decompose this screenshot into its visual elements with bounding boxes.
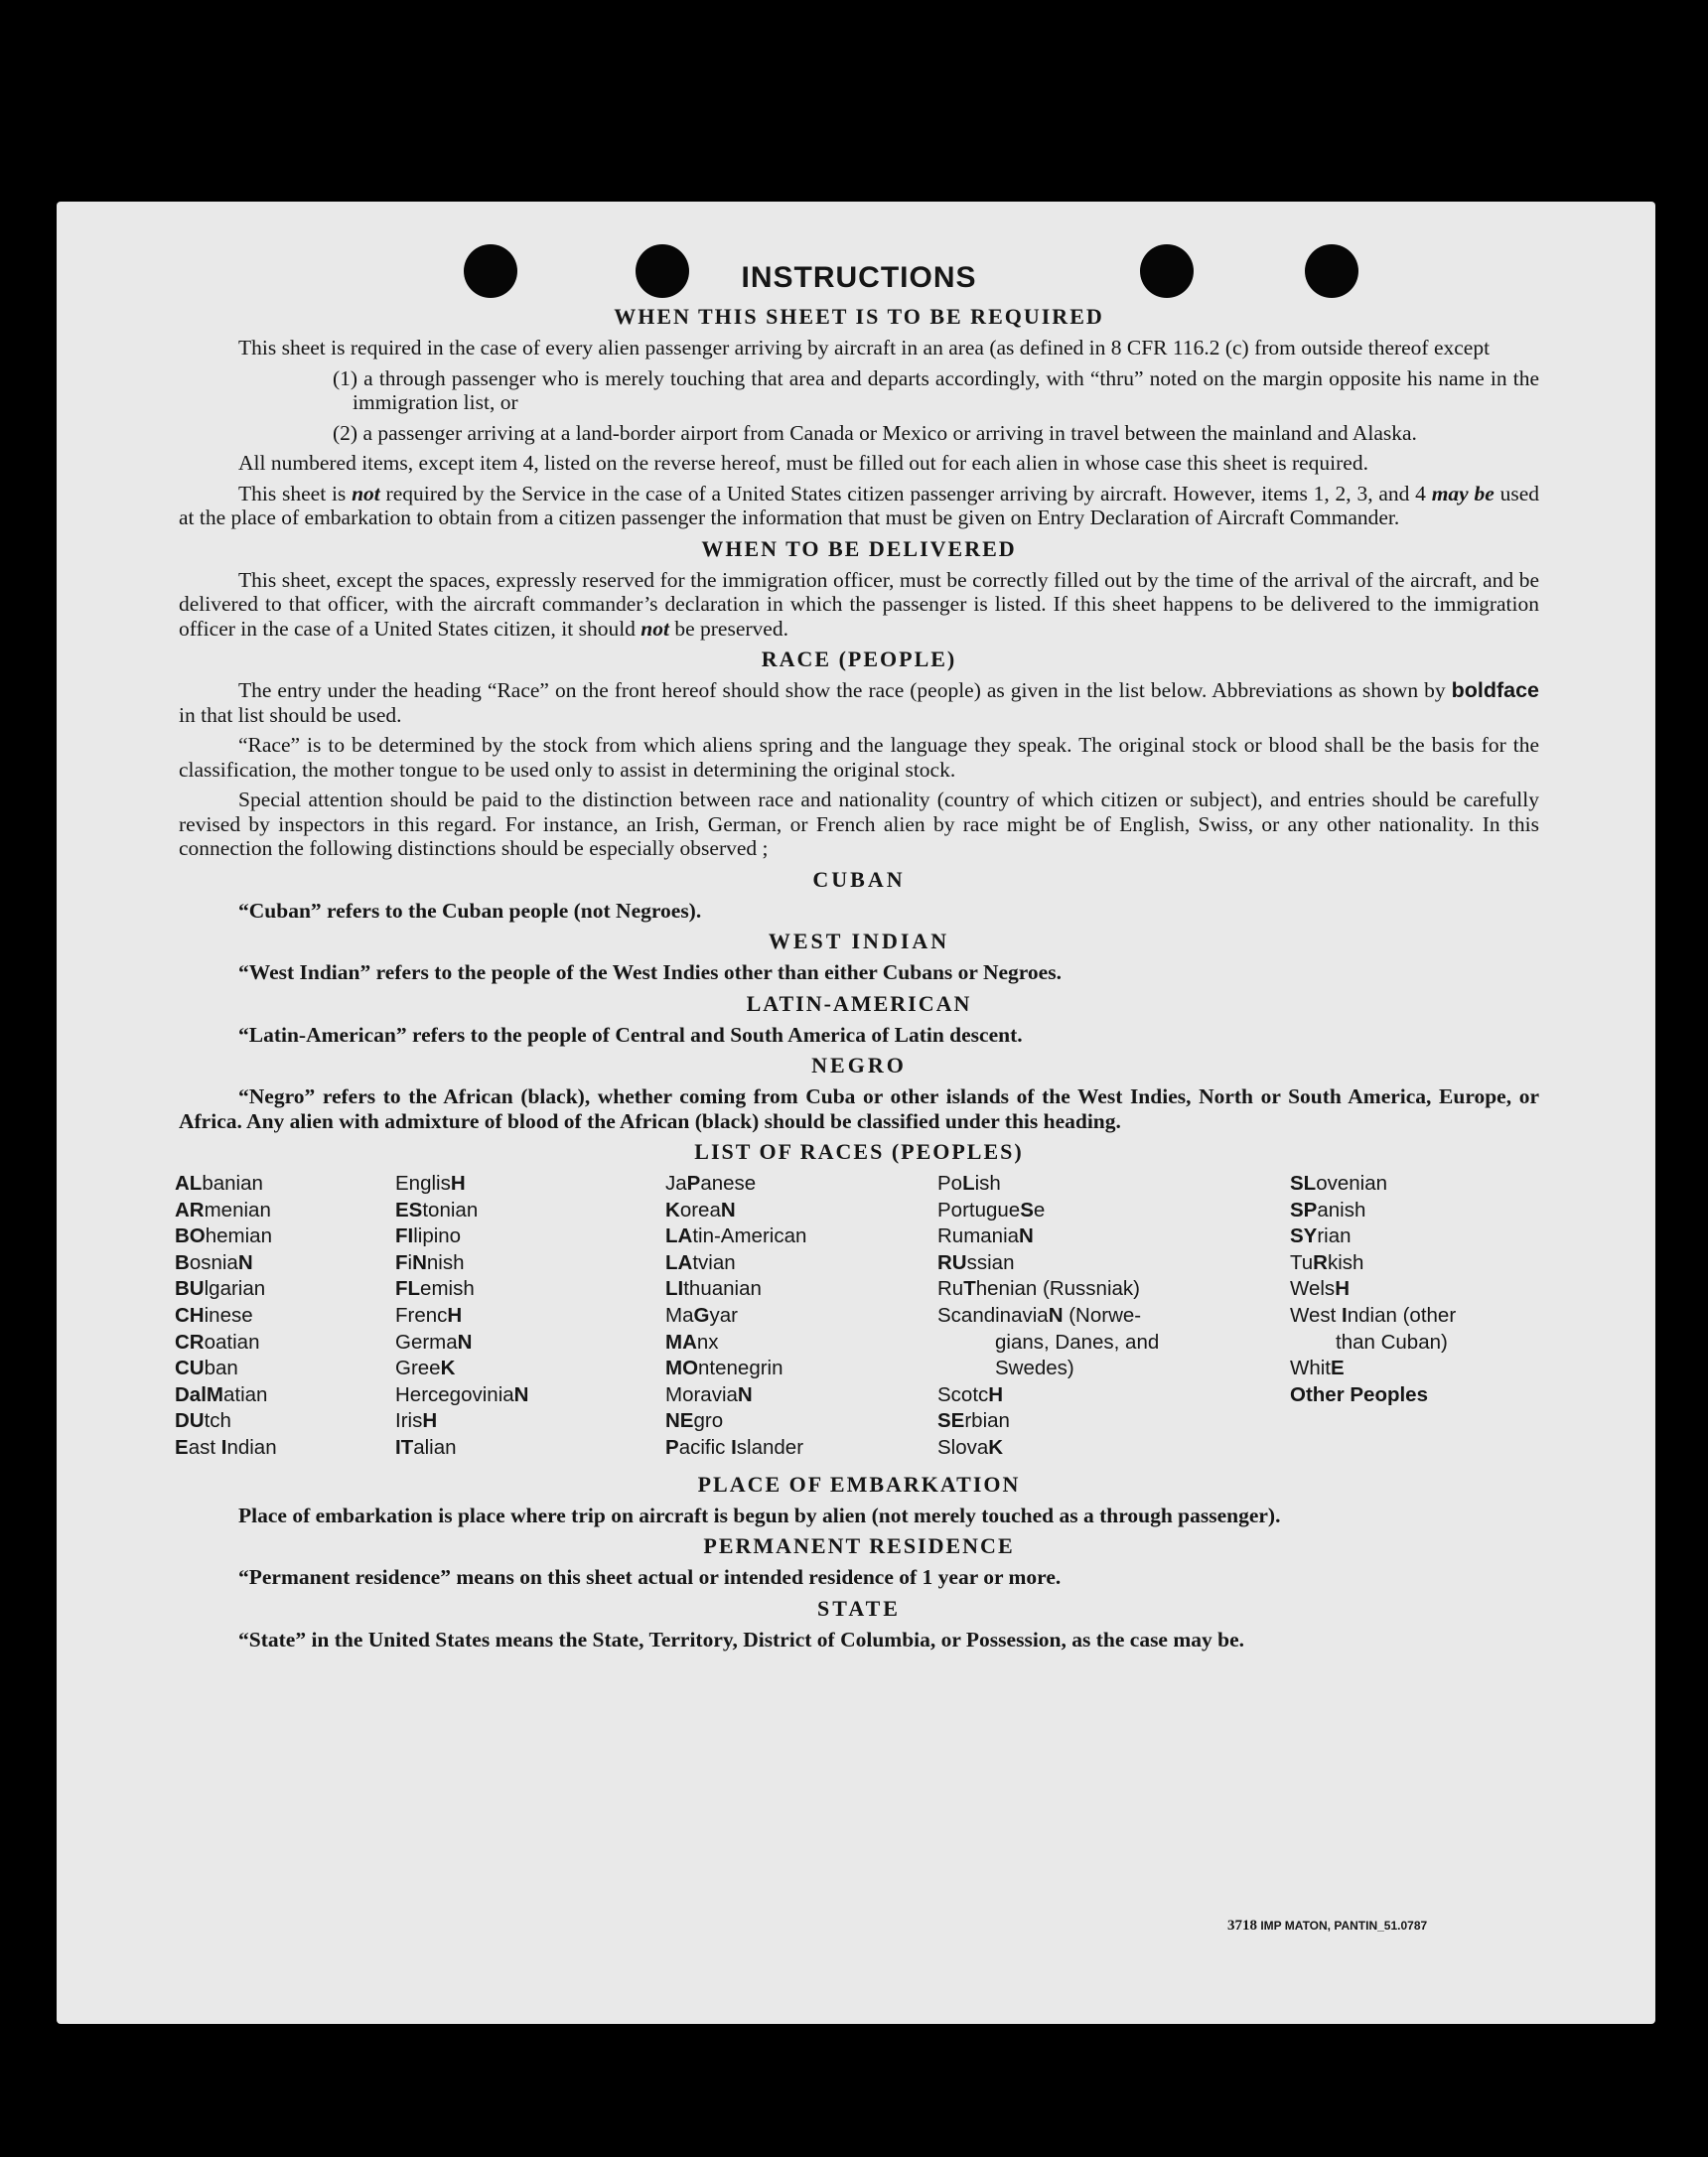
race-entry: GermaN [395, 1330, 473, 1354]
race-entry: MaGyar [665, 1303, 738, 1327]
race-entry: GreeK [395, 1357, 456, 1380]
race-entry: DalMatian [175, 1382, 268, 1406]
race-entry: FiNnish [395, 1250, 465, 1274]
paragraph-race-1: The entry under the heading “Race” on the front hereof should show the race (people) as given in the list below. Abbreviations as shown by boldface in that list should be used. [179, 678, 1539, 727]
race-entry: SlovaK [937, 1435, 1004, 1459]
paragraph-race-3: Special attention should be paid to the distinction between race and nationality (country of which citizen or subject), and entries should be carefully revised by inspectors in this regard. For instance, an Irish, German, or French alien by race might be of English, Swiss, or any other nationality. In this connection the following distinctions should be especially observed ; [179, 788, 1539, 860]
race-entry: DUtch [175, 1409, 231, 1433]
race-entry: gians, Danes, and [995, 1330, 1160, 1354]
race-entry: West Indian (other [1290, 1303, 1457, 1327]
race-entry: WelsH [1290, 1277, 1350, 1301]
race-entry: ALbanian [175, 1172, 263, 1195]
race-entry: RuThenian (Russniak) [937, 1277, 1140, 1301]
heading-latin-american: LATIN-AMERICAN [746, 990, 972, 1016]
heading-cuban: CUBAN [812, 866, 906, 892]
races-column [1290, 1171, 1535, 1462]
paragraph-delivered: This sheet, except the spaces, expressly reserved for the immigration officer, must be correctly filled out by the time of the arrival of the aircraft, and be delivered to that officer, with the aircraft commander’s declaration in which the passenger is listed. If this sheet happens to be delivered to the immigration officer in the case of a United States citizen, it should not be preserved. [179, 567, 1539, 641]
heading-list-of-races: LIST OF RACES (PEOPLES) [694, 1139, 1024, 1164]
heading-state: STATE [817, 1595, 901, 1621]
paragraph-state: “State” in the United States means the State, Territory, District of Columbia, or Possession, as the case may be. [238, 1627, 1245, 1652]
race-entry: Pacific Islander [665, 1435, 804, 1459]
race-entry: LAtin-American [665, 1224, 807, 1248]
race-entry: IrisH [395, 1409, 438, 1433]
race-entry: BOhemian [175, 1224, 272, 1248]
race-entry: SErbian [937, 1409, 1010, 1433]
races-column [395, 1171, 665, 1462]
race-entry: EStonian [395, 1198, 479, 1222]
race-entry: EnglisH [395, 1172, 466, 1195]
paragraph-citizen: This sheet is not required by the Service in the case of a United States citizen passenger arriving by aircraft. However, items 1, 2, 3, and 4 may be used at the place of embarkation to obtain from a citizen passenger the information that must be given on Entry Declaration of Aircraft Commander. [179, 481, 1539, 529]
printer-footer: 3718 IMP MATON, PANTIN_51.0787 [1227, 1918, 1428, 1934]
race-entry: FrencH [395, 1303, 463, 1327]
races-column [937, 1171, 1290, 1462]
paragraph-numbered-items: All numbered items, except item 4, listed on the reverse hereof, must be filled out for each alien in whose case this sheet is required. [238, 451, 1368, 475]
race-entry: CRoatian [175, 1330, 260, 1354]
paragraph-embarkation: Place of embarkation is place where trip on aircraft is begun by alien (not merely touched as a through passenger). [238, 1503, 1281, 1527]
race-entry: LAtvian [665, 1250, 736, 1274]
race-entry: WhitE [1290, 1357, 1345, 1380]
paragraph-exception-1: (1) a through passenger who is merely touching that area and departs accordingly, with “thru” noted on the margin opposite his name in the immigration list, or [333, 365, 1539, 414]
race-entry: JaPanese [665, 1172, 757, 1195]
race-entry: MAnx [665, 1330, 719, 1354]
heading-embarkation: PLACE OF EMBARKATION [697, 1471, 1021, 1497]
paragraph-negro: “Negro” refers to the African (black), whether coming from Cuba or other islands of the West Indies, North or South America, Europe, or Africa. Any alien with admixture of blood of the African (black) should be classified under this heading. [179, 1084, 1539, 1133]
race-entry: NEgro [665, 1409, 724, 1433]
paragraph-west-indian: “West Indian” refers to the people of the West Indies other than either Cubans or Negroes. [238, 960, 1062, 984]
race-entry: CHinese [175, 1303, 253, 1327]
race-entry: RUssian [937, 1250, 1015, 1274]
race-entry: CUban [175, 1357, 238, 1380]
paragraph-required-intro: This sheet is required in the case of every alien passenger arriving by aircraft in an area (as defined in 8 CFR 116.2 (c) from outside thereof except [238, 336, 1491, 360]
race-entry: PortugueSe [937, 1198, 1046, 1222]
race-entry: BosniaN [175, 1250, 253, 1274]
race-entry: MOntenegrin [665, 1357, 783, 1380]
paragraph-exception-2: (2) a passenger arriving at a land-border airport from Canada or Mexico or arriving in travel between the mainland and Alaska. [333, 420, 1417, 445]
race-entry: KoreaN [665, 1198, 736, 1222]
race-entry: Swedes) [995, 1357, 1074, 1380]
heading-west-indian: WEST INDIAN [768, 929, 950, 953]
race-entry: BUlgarian [175, 1277, 266, 1301]
race-entry: SYrian [1290, 1224, 1352, 1248]
heading-negro: NEGRO [811, 1053, 907, 1078]
race-entry: LIthuanian [665, 1277, 762, 1301]
paragraph-residence: “Permanent residence” means on this sheet actual or intended residence of 1 year or more. [238, 1565, 1062, 1590]
race-entry: SPanish [1290, 1198, 1366, 1222]
race-entry: ScandinaviaN (Norwe- [937, 1303, 1142, 1327]
instructions-body [175, 260, 1539, 1657]
race-entry: MoraviaN [665, 1382, 753, 1406]
heading-when-delivered: WHEN TO BE DELIVERED [701, 535, 1017, 561]
races-column [175, 1171, 395, 1462]
race-entry: East Indian [175, 1435, 277, 1459]
race-entry: FLemish [395, 1277, 475, 1301]
heading-residence: PERMANENT RESIDENCE [703, 1533, 1015, 1559]
race-entry: SLovenian [1290, 1172, 1388, 1195]
races-column [665, 1171, 937, 1462]
race-entry: ITalian [395, 1435, 457, 1459]
paragraph-latin-american: “Latin-American” refers to the people of Central and South America of Latin descent. [238, 1022, 1023, 1047]
race-entry: ScotcH [937, 1382, 1004, 1406]
races-list [175, 1171, 1539, 1462]
paragraph-cuban: “Cuban” refers to the Cuban people (not Negroes). [238, 898, 702, 923]
race-entry: ARmenian [175, 1198, 271, 1222]
race-entry: FIlipino [395, 1224, 462, 1248]
race-entry: HercegoviniaN [395, 1382, 529, 1406]
heading-race: RACE (PEOPLE) [761, 647, 957, 671]
page-title: INSTRUCTIONS [741, 261, 977, 294]
race-entry: Other Peoples [1290, 1382, 1428, 1406]
race-entry: than Cuban) [1336, 1330, 1448, 1354]
race-entry: RumaniaN [937, 1224, 1034, 1248]
race-entry: TuRkish [1290, 1250, 1364, 1274]
paragraph-race-2: “Race” is to be determined by the stock from which aliens spring and the language they speak. The original stock or blood shall be the basis for the classification, the mother tongue to be used only to assist in determining the original stock. [179, 733, 1539, 782]
race-entry: PoLish [937, 1172, 1001, 1195]
heading-when-required: WHEN THIS SHEET IS TO BE REQUIRED [614, 304, 1104, 329]
